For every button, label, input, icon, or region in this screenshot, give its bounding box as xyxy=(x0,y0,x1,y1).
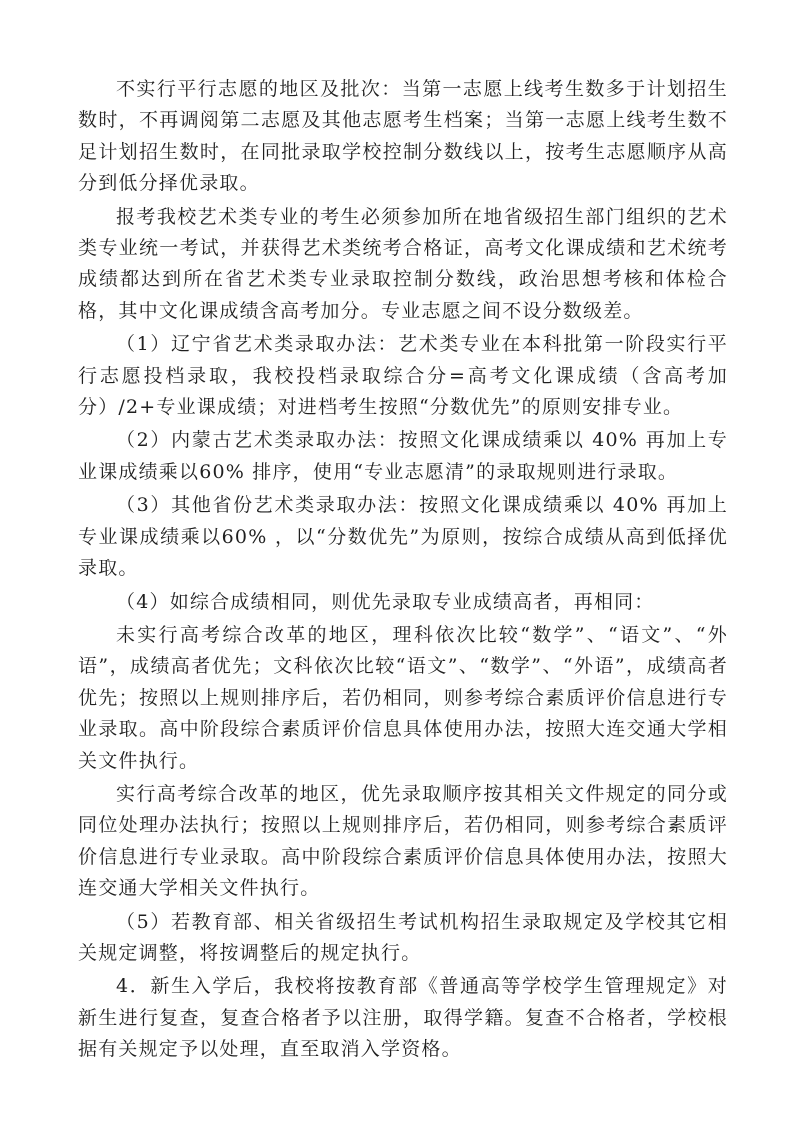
paragraph-tie-rule: （4）如综合成绩相同，则优先录取专业成绩高者，再相同： xyxy=(116,590,655,613)
paragraph-inner-mongolia-art: （2）内蒙古艺术类录取办法：按照文化课成绩乘以 40% 再加上专业课成绩乘以60% 排序，使用“专业志愿清”的录取规则进行录取。 xyxy=(78,429,728,483)
document-body xyxy=(78,74,728,1066)
paragraph-liaoning-art: （1）辽宁省艺术类录取办法：艺术类专业在本科批第一阶段实行平行志愿投档录取，我校投档录取综合分=高考文化课成绩（含高考加分）/2+专业课成绩；对进档考生按照“分数优先”的原则安排专业。 xyxy=(78,333,728,419)
paragraph-reform-regions: 实行高考综合改革的地区，优先录取顺序按其相关文件规定的同分或同位处理办法执行；按照以上规则排序后，若仍相同，则参考综合素质评价信息进行专业录取。高中阶段综合素质评价信息具体使用办法，按照大连交通大学相关文件执行。 xyxy=(78,782,728,900)
paragraph-art-requirements: 报考我校艺术类专业的考生必须参加所在地省级招生部门组织的艺术类专业统一考试，并获得艺术类统考合格证，高考文化课成绩和艺术统考成绩都达到所在省艺术类专业录取控制分数线，政治思想考核和体检合格，其中文化课成绩含高考加分。专业志愿之间不设分数级差。 xyxy=(78,205,728,322)
paragraph-no-reform-regions: 未实行高考综合改革的地区，理科依次比较“数学”、“语文”、“外语”，成绩高者优先；文科依次比较“语文”、“数学”、“外语”，成绩高者优先；按照以上规则排序后，若仍相同，则参考综合素质评价信息进行专业录取。高中阶段综合素质评价信息具体使用办法，按照大连交通大学相关文件执行。 xyxy=(78,623,728,772)
paragraph-freshman-review: 4．新生入学后，我校将按教育部《普通高等学校学生管理规定》对新生进行复查，复查合格者予以注册，取得学籍。复查不合格者，学校根据有关规定予以处理，直至取消入学资格。 xyxy=(78,975,728,1061)
paragraph-other-provinces-art: （3）其他省份艺术类录取办法：按照文化课成绩乘以 40% 再加上专业课成绩乘以60% ，以“分数优先”为原则，按综合成绩从高到低择优录取。 xyxy=(78,494,728,580)
paragraph-non-parallel-volunteer: 不实行平行志愿的地区及批次：当第一志愿上线考生数多于计划招生数时，不再调阅第二志愿及其他志愿考生档案；当第一志愿上线考生数不足计划招生数时，在同批录取学校控制分数线以上，按考生志愿顺序从高分到低分择优录取。 xyxy=(78,78,728,195)
paragraph-policy-adjustment: （5）若教育部、相关省级招生考试机构招生录取规定及学校其它相关规定调整，将按调整后的规定执行。 xyxy=(78,910,728,964)
